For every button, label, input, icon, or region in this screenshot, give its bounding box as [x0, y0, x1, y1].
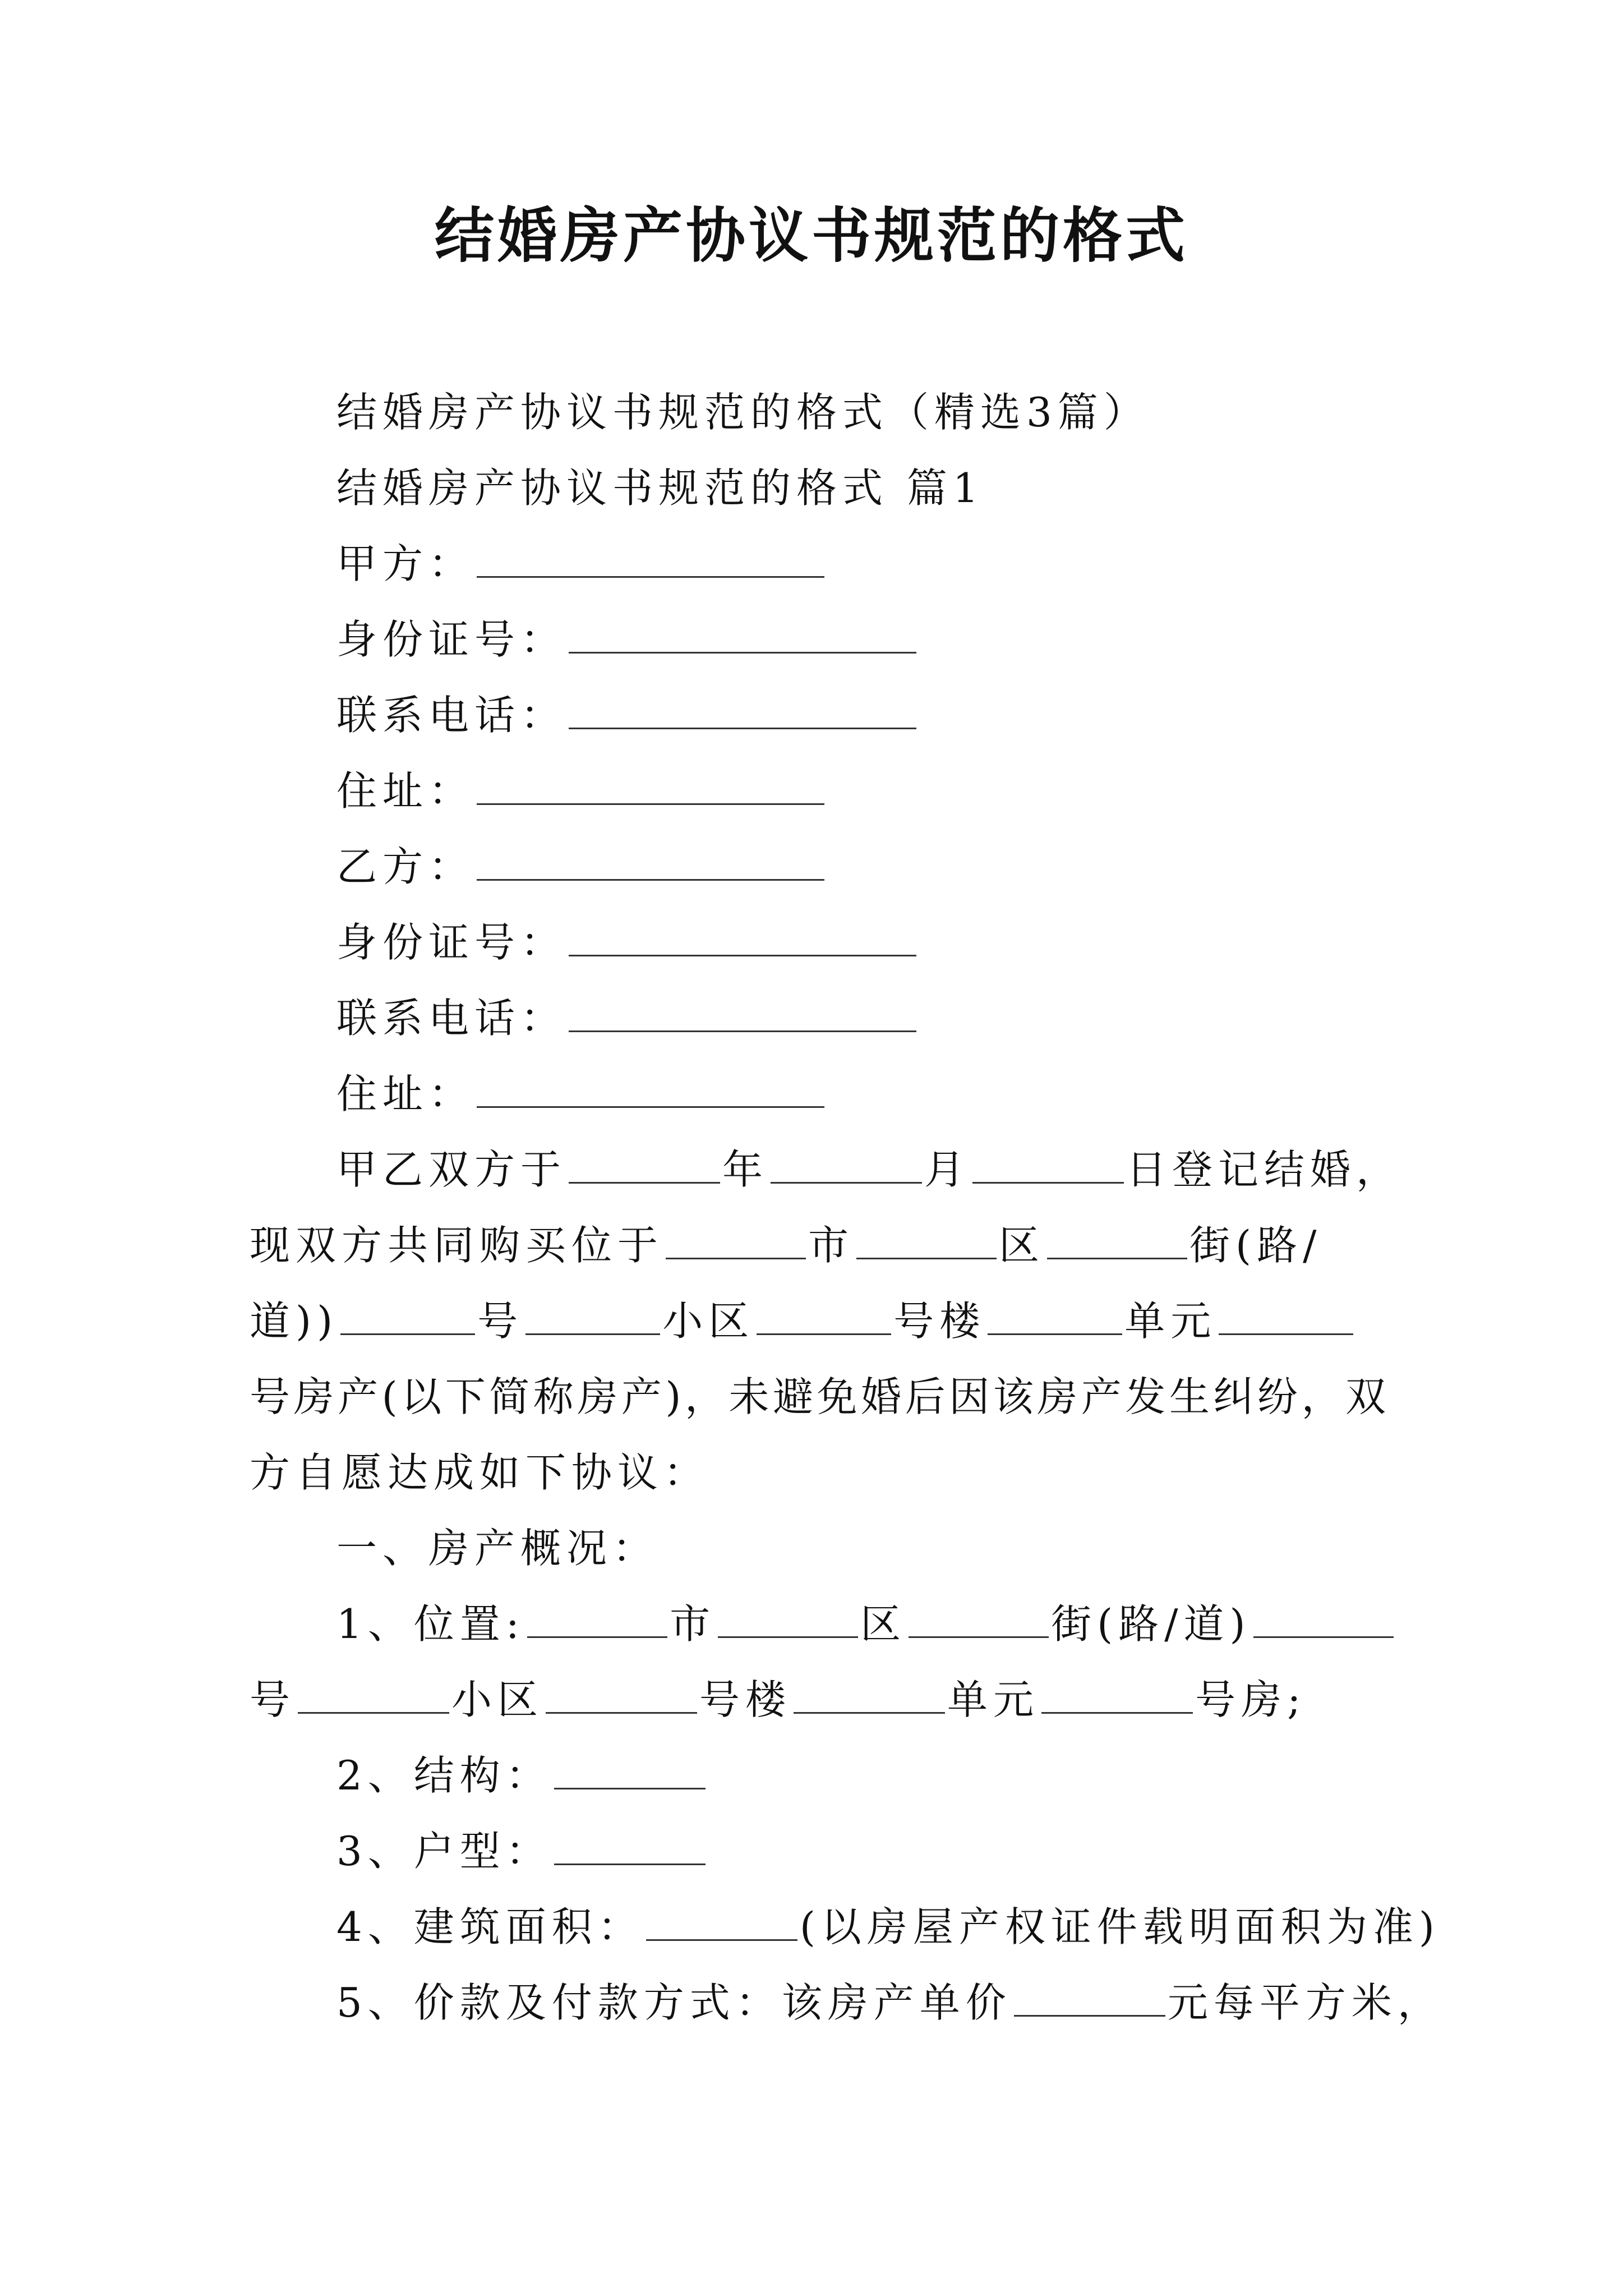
party-a-phone-label: 联系电话： — [336, 692, 567, 739]
party-b-id-row — [336, 912, 919, 973]
clause-text: 2、结构： — [336, 1752, 552, 1799]
intro-text: 区 — [999, 1222, 1045, 1269]
intro-text: 号 — [477, 1297, 524, 1345]
clause-2 — [336, 1745, 708, 1806]
clause-text: 区 — [860, 1600, 907, 1648]
party-b-id-blank — [569, 920, 916, 956]
clause-text: 4、建筑面积： — [336, 1903, 644, 1950]
party-a-id-row — [336, 609, 919, 670]
number-blank — [1253, 1602, 1394, 1638]
document-title: 结婚房产协议书规范的格式 — [435, 200, 1188, 270]
party-b-id-label: 身份证号： — [336, 919, 567, 966]
clause-1-line-2 — [250, 1669, 1306, 1731]
intro-text: 年 — [722, 1146, 769, 1193]
intro-line-2 — [250, 1214, 1322, 1276]
structure-blank — [554, 1753, 706, 1789]
intro-text: 月 — [924, 1146, 971, 1193]
party-b-phone-label: 联系电话： — [336, 995, 567, 1042]
clause-5 — [336, 1972, 1444, 2033]
street-blank — [909, 1602, 1049, 1638]
party-a-name-blank — [477, 541, 824, 578]
intro-text: 日登记结婚， — [1126, 1146, 1403, 1193]
party-a-id-label: 身份证号： — [336, 616, 567, 663]
party-b-phone-row — [336, 987, 919, 1049]
intro-text: 现双方共同购买位于 — [250, 1222, 664, 1269]
community-blank — [298, 1677, 449, 1714]
clause-text: 号楼 — [699, 1676, 792, 1723]
party-b-name-row — [336, 836, 827, 898]
party-b-address-blank — [477, 1071, 824, 1108]
clause-text: 街(路/道) — [1051, 1600, 1251, 1648]
intro-line-3 — [250, 1290, 1355, 1352]
building-blank — [757, 1299, 891, 1335]
year-blank — [569, 1147, 720, 1184]
intro-line-4: 号房产(以下简称房产)，未避免婚后因该房产发生纠纷，双 — [250, 1373, 1388, 1420]
clause-text: (以房屋产权证件载明面积为准) — [799, 1903, 1440, 1950]
building-blank — [546, 1677, 697, 1714]
party-a-address-blank — [477, 769, 824, 805]
clause-text: 5、价款及付款方式：该房产单价 — [336, 1979, 1012, 2026]
clause-text: 号房; — [1195, 1676, 1307, 1723]
party-a-address-row — [336, 760, 827, 822]
street-blank — [1047, 1223, 1187, 1259]
unit-blank — [988, 1299, 1122, 1335]
unit-blank — [794, 1677, 945, 1714]
party-b-phone-blank — [569, 996, 916, 1032]
clause-4 — [336, 1896, 1440, 1958]
party-a-address-label: 住址： — [336, 767, 475, 815]
district-blank — [856, 1223, 997, 1259]
room-blank — [1219, 1299, 1353, 1335]
party-a-name-label: 甲方： — [336, 540, 475, 587]
number-blank — [340, 1299, 475, 1335]
clause-text: 单元 — [947, 1676, 1040, 1723]
intro-line-1 — [336, 1139, 1402, 1200]
clause-text: 号 — [250, 1676, 296, 1723]
party-a-id-blank — [569, 617, 916, 654]
city-blank — [527, 1602, 667, 1638]
clause-1-line-1 — [336, 1593, 1396, 1655]
intro-text: 市 — [808, 1222, 855, 1269]
party-b-name-label: 乙方： — [336, 843, 475, 890]
intro-line-5: 方自愿达成如下协议： — [250, 1449, 710, 1496]
intro-text: 号楼 — [893, 1297, 986, 1345]
clause-text: 1、位置: — [336, 1600, 525, 1648]
area-blank — [646, 1904, 797, 1941]
party-b-name-blank — [477, 844, 824, 881]
section-heading: 结婚房产协议书规范的格式 篇1 — [336, 464, 984, 512]
clause-heading: 一、房产概况： — [336, 1525, 659, 1572]
intro-text: 甲乙双方于 — [336, 1146, 567, 1193]
clause-3 — [336, 1820, 708, 1882]
city-blank — [666, 1223, 806, 1259]
clause-text: 小区 — [451, 1676, 544, 1723]
layout-blank — [554, 1829, 706, 1865]
party-b-address-row — [336, 1063, 827, 1125]
day-blank — [972, 1147, 1124, 1184]
party-b-address-label: 住址： — [336, 1070, 475, 1117]
month-blank — [771, 1147, 922, 1184]
district-blank — [718, 1602, 858, 1638]
price-blank — [1014, 1980, 1165, 2017]
party-a-phone-blank — [569, 693, 916, 729]
intro-text: 道)) — [250, 1297, 339, 1345]
clause-text: 3、户型： — [336, 1828, 552, 1875]
party-a-phone-row — [336, 684, 919, 746]
intro-text: 小区 — [662, 1297, 755, 1345]
intro-text: 街(路/ — [1189, 1222, 1322, 1269]
intro-text: 单元 — [1124, 1297, 1217, 1345]
community-blank — [525, 1299, 660, 1335]
party-a-name-row — [336, 533, 827, 595]
room-blank — [1041, 1677, 1193, 1714]
document-subtitle: 结婚房产协议书规范的格式（精选3篇） — [336, 389, 1150, 436]
clause-text: 元每平方米， — [1167, 1979, 1444, 2026]
clause-text: 市 — [670, 1600, 716, 1648]
